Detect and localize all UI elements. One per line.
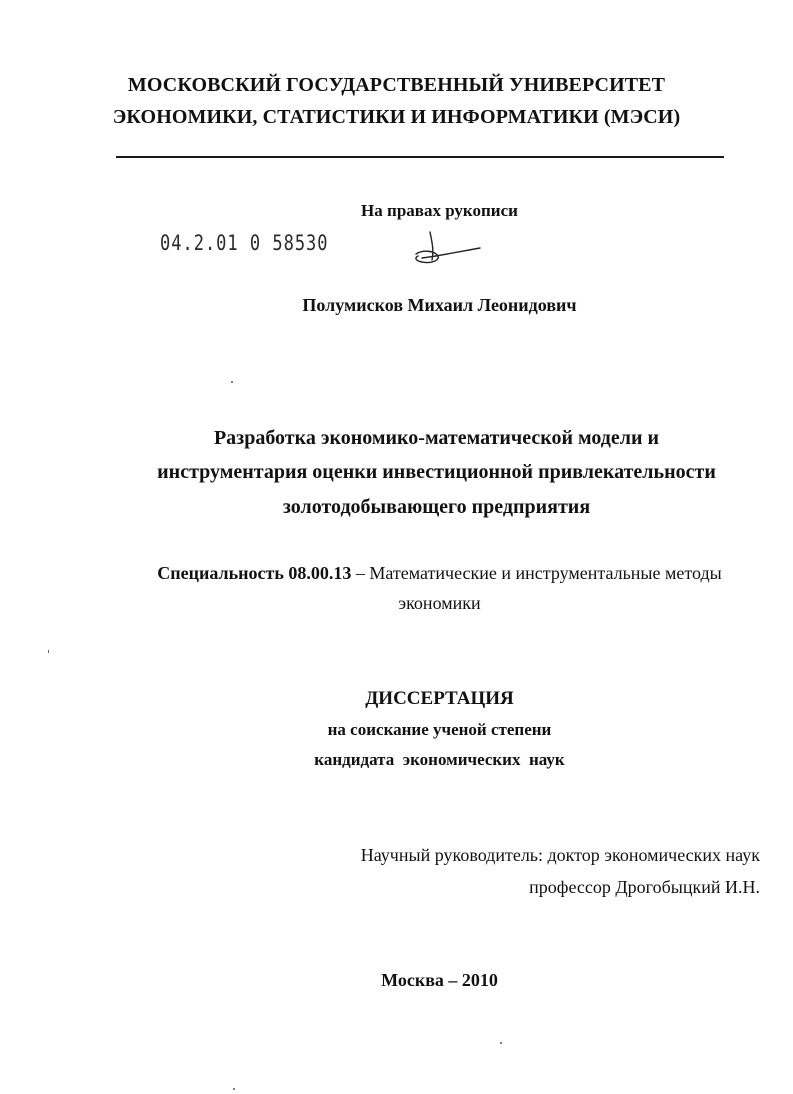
university-name-line2: ЭКОНОМИКИ, СТАТИСТИКИ И ИНФОРМАТИКИ (МЭСИ) <box>112 106 681 128</box>
scan-speck <box>500 1042 502 1044</box>
registration-number: 04.2.01 0 58530 <box>160 231 329 256</box>
scan-speck <box>48 650 49 653</box>
thesis-title-line1: Разработка экономико-математической модели и <box>213 427 660 449</box>
specialty-line <box>43 563 793 584</box>
specialty-dash: – <box>351 563 370 583</box>
supervisor-line1: Научный руководитель: доктор экономических наук <box>360 845 760 865</box>
author-name: Полумисков Михаил Леонидович <box>302 295 577 315</box>
specialty-label: Специальность 08.00.13 <box>157 563 352 583</box>
university-name-line1: МОСКОВСКИЙ ГОСУДАРСТВЕННЫЙ УНИВЕРСИТЕТ <box>127 74 666 96</box>
scan-speck <box>231 381 233 383</box>
scan-speck <box>233 1088 235 1090</box>
city-year: Москва – 2010 <box>381 970 498 990</box>
dissertation-heading: ДИССЕРТАЦИЯ <box>365 688 514 709</box>
degree-line: на соискание ученой степени <box>327 720 552 739</box>
specialty-text: Математические и инструментальные методы <box>369 563 722 583</box>
degree-field-line: кандидата экономических наук <box>314 750 565 769</box>
signature-icon <box>408 228 488 270</box>
supervisor-line2: профессор Дрогобыцкий И.Н. <box>529 877 760 897</box>
header-divider <box>116 156 724 158</box>
specialty-line2: экономики <box>398 593 481 613</box>
thesis-title-line3: золотодобывающего предприятия <box>282 496 591 518</box>
thesis-title-line2: инструментария оценки инвестиционной привлекательности <box>157 461 716 483</box>
manuscript-note: На правах рукописи <box>361 201 518 220</box>
